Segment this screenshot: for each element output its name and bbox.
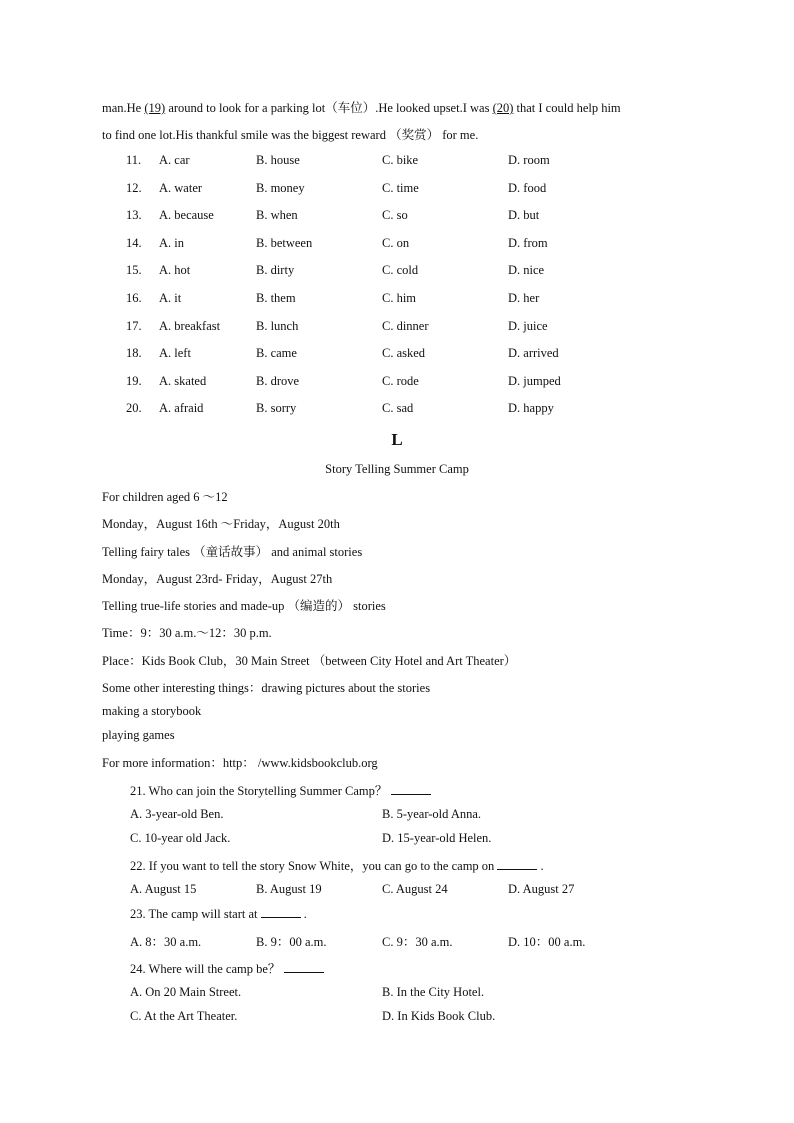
question-text: 22. If you want to tell the story Snow White，you can go to the camp on [130, 859, 495, 873]
notice-line: Telling true-life stories and made-up （编造的） stories [102, 599, 386, 613]
option-b: B. came [256, 346, 297, 361]
option-d: D. happy [508, 401, 554, 416]
option-b: B. drove [256, 373, 300, 388]
question-number: 17. [126, 318, 142, 333]
mc-question-row [0, 181, 794, 199]
q24-option-a: A. On 20 Main Street. [130, 985, 242, 999]
option-c: C. rode [382, 373, 419, 388]
option-b: B. between [256, 235, 313, 250]
q24-option-c: C. At the Art Theater. [130, 1009, 238, 1023]
passage-text: man.He [102, 101, 145, 115]
option-b: B. when [256, 208, 298, 223]
q22-option-c: C. August 24 [382, 882, 448, 896]
question-text: 21. Who can join the Storytelling Summer Camp？ [130, 784, 388, 798]
answer-blank [391, 783, 431, 795]
option-c: C. bike [382, 153, 419, 167]
option-a: A. water [159, 180, 203, 195]
q23-options [0, 932, 794, 950]
passage-line-2: to find one lot.His thankful smile was the biggest reward （奖赏） for me. [102, 128, 479, 142]
option-b: B. them [256, 291, 296, 305]
blank-20: (20) [492, 101, 514, 115]
option-c: C. time [382, 180, 419, 195]
option-d: D. food [508, 180, 547, 195]
question-22-stem [130, 856, 544, 874]
q22-option-a: A. August 15 [130, 882, 197, 896]
question-number: 19. [126, 373, 142, 388]
option-d: D. but [508, 208, 540, 223]
passage-line-1 [102, 98, 621, 116]
q21-option-b: B. 5-year-old Anna. [382, 807, 482, 821]
q21-option-d: D. 15-year-old Helen. [382, 831, 492, 845]
section-letter: L [391, 430, 403, 449]
mc-question-row [0, 401, 794, 419]
mc-question-row [0, 291, 794, 309]
question-21-stem [130, 781, 431, 799]
notice-line: For more information：http： /www.kidsbookclub.org [102, 756, 378, 770]
option-d: D. nice [508, 263, 545, 278]
option-a: A. in [159, 235, 184, 250]
question-number: 14. [126, 235, 142, 250]
question-number: 16. [126, 291, 142, 305]
q23-option-d: D. 10：00 a.m. [508, 935, 586, 949]
option-a: A. car [159, 153, 190, 167]
answer-blank [261, 906, 301, 918]
option-c: C. cold [382, 263, 419, 278]
q22-option-d: D. August 27 [508, 882, 575, 896]
question-text-end: . [303, 907, 307, 921]
notice-line: For children aged 6 ～12 [102, 490, 228, 504]
notice-line: making a storybook [102, 704, 202, 718]
section-title: Story Telling Summer Camp [325, 462, 469, 476]
passage-text: that I could help him [513, 101, 621, 115]
option-c: C. asked [382, 346, 426, 361]
question-number: 20. [126, 401, 142, 416]
notice-line: Some other interesting things：drawing pictures about the stories [102, 681, 431, 695]
option-d: D. from [508, 235, 548, 250]
mc-question-row [0, 374, 794, 392]
option-b: B. sorry [256, 401, 297, 416]
option-a: A. breakfast [159, 318, 221, 333]
option-c: C. so [382, 208, 408, 223]
mc-question-row [0, 208, 794, 226]
option-d: D. her [508, 291, 540, 305]
option-b: B. lunch [256, 318, 299, 333]
notice-line: Time：9：30 a.m.～12：30 p.m. [102, 626, 272, 640]
q24-option-b: B. In the City Hotel. [382, 985, 485, 999]
mc-question-row [0, 153, 794, 171]
notice-line: Place：Kids Book Club，30 Main Street （between City Hotel and Art Theater） [102, 654, 517, 668]
option-d: D. juice [508, 318, 548, 333]
q21-option-a: A. 3-year-old Ben. [130, 807, 224, 821]
option-a: A. hot [159, 263, 191, 278]
option-c: C. dinner [382, 318, 429, 333]
question-text: 24. Where will the camp be？ [130, 962, 281, 976]
option-d: D. jumped [508, 373, 561, 388]
option-b: B. house [256, 153, 300, 167]
question-24-stem [130, 959, 324, 977]
q22-options [0, 882, 794, 900]
option-a: A. skated [159, 373, 207, 388]
question-text: 23. The camp will start at [130, 907, 258, 921]
mc-question-row [0, 346, 794, 364]
q23-option-a: A. 8：30 a.m. [130, 935, 202, 949]
notice-line: Telling fairy tales （童话故事） and animal stories [102, 545, 363, 559]
q22-option-b: B. August 19 [256, 882, 322, 896]
option-d: D. arrived [508, 346, 559, 361]
blank-19: (19) [144, 101, 166, 115]
q21-option-c: C. 10-year old Jack. [130, 831, 231, 845]
option-a: A. because [159, 208, 214, 223]
option-c: C. on [382, 235, 410, 250]
question-text-end: . [540, 859, 544, 873]
option-b: B. money [256, 180, 305, 195]
answer-blank [497, 858, 537, 870]
option-c: C. sad [382, 401, 414, 416]
question-number: 12. [126, 180, 142, 195]
mc-question-row [0, 263, 794, 281]
question-number: 11. [126, 153, 142, 167]
question-number: 15. [126, 263, 142, 278]
mc-question-row [0, 319, 794, 337]
mc-question-row [0, 236, 794, 254]
notice-line: playing games [102, 728, 175, 742]
notice-line: Monday，August 16th ～Friday，August 20th [102, 517, 340, 531]
option-a: A. afraid [159, 401, 204, 416]
question-number: 18. [126, 346, 142, 361]
option-c: C. him [382, 291, 417, 305]
q23-option-b: B. 9：00 a.m. [256, 935, 327, 949]
passage-text: around to look for a parking lot（车位）.He looked upset.I was [165, 101, 493, 115]
option-d: D. room [508, 153, 550, 167]
notice-line: Monday，August 23rd- Friday，August 27th [102, 572, 333, 586]
option-b: B. dirty [256, 263, 295, 278]
option-a: A. left [159, 346, 191, 361]
question-number: 13. [126, 208, 142, 223]
option-a: A. it [159, 291, 182, 305]
question-23-stem [130, 906, 307, 922]
q23-option-c: C. 9：30 a.m. [382, 935, 453, 949]
q24-option-d: D. In Kids Book Club. [382, 1009, 496, 1023]
answer-blank [284, 961, 324, 973]
